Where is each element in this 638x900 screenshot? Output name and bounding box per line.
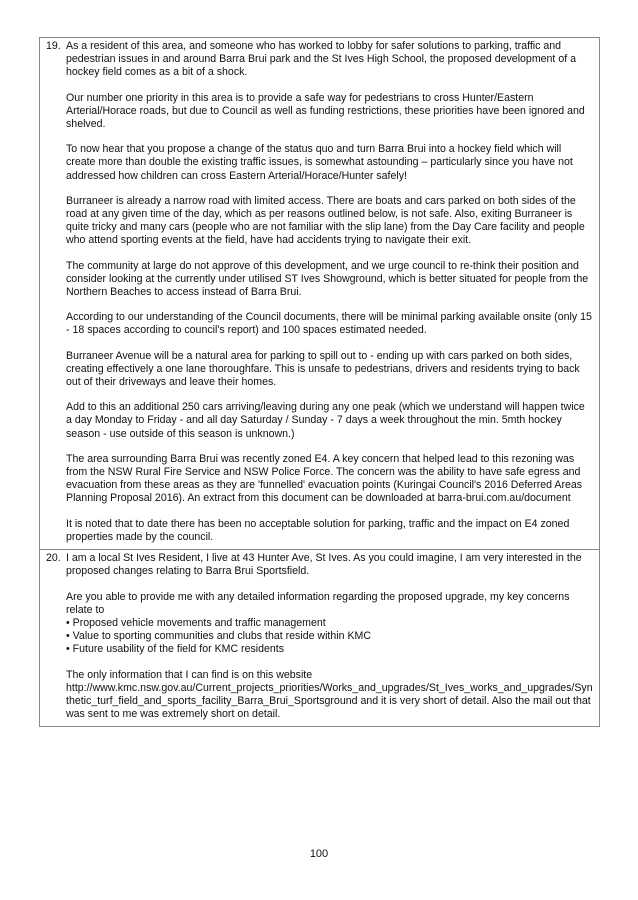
- paragraph: As a resident of this area, and someone who has worked to lobby for safer solutions to parking, traffic and pedestrian issues in and around Barra Brui park and the St Ives High School, the proposed development of a hockey field comes as a bit of a shock.: [66, 40, 576, 79]
- paragraph: I am a local St Ives Resident, I live at 43 Hunter Ave, St Ives. As you could imagine, I am very interested in the proposed changes relating to Barra Brui Sportsfield.: [66, 552, 582, 578]
- concerns-question: Are you able to provide me with any detailed information regarding the proposed upgrade, my key concerns relate to: [66, 590, 570, 616]
- submission-number: 19.: [46, 40, 61, 52]
- list-item: • Value to sporting communities and clubs that reside within KMC: [66, 630, 593, 643]
- paragraph: It is noted that to date there has been no acceptable solution for parking, traffic and the impact on E4 zoned properties made by the council.: [66, 517, 570, 543]
- submission-body: [66, 40, 593, 544]
- submissions-table: [39, 37, 600, 727]
- submission-number: 20.: [46, 552, 61, 565]
- paragraph: Burraneer is already a narrow road with limited access. There are boats and cars parked on both sides of the road at any given time of the day, which as per reasons outlined below, is not safe. Also, exiting Burraneer is quite tricky and many cars (people who are not familiar with the slip lane) from the Day Care facility and people who attend sporting events at the field, have had accidents trying to navigate their exit.: [66, 194, 585, 247]
- concerns-list: [66, 617, 593, 657]
- concerns-block: [66, 591, 593, 657]
- list-item: • Proposed vehicle movements and traffic management: [66, 617, 593, 630]
- submission-20: [39, 550, 600, 727]
- paragraph: Our number one priority in this area is to provide a safe way for pedestrians to cross Hunter/Eastern Arterial/Horace roads, but due to Council as well as funding restrictions, these priorities have been ignored and shelved.: [66, 91, 585, 131]
- submission-body: [66, 552, 593, 721]
- list-item: • Future usability of the field for KMC residents: [66, 643, 593, 656]
- page-number: 100: [309, 848, 329, 860]
- website-link[interactable]: http://www.kmc.nsw.gov.au/Current_projects_priorities/Works_and_upgrades/St_Ives_works_and_upgrades/Synthetic_turf_field_and_sports_facility_Barra_Brui_Sportsground: [66, 681, 593, 707]
- paragraph: According to our understanding of the Council documents, there will be minimal parking available onsite (only 15 - 18 spaces according to council's report) and 100 spaces estimated needed.: [66, 311, 592, 337]
- closing-paragraph: [66, 669, 593, 722]
- submission-19: [39, 37, 600, 550]
- paragraph: To now hear that you propose a change of the status quo and turn Barra Brui into a hockey field which will create more than double the existing traffic issues, is somewhat astounding – particularly since you have not addressed how children can cross Eastern Arterial/Horace/Hunter safely!: [66, 143, 573, 182]
- paragraph: The area surrounding Barra Brui was recently zoned E4. A key concern that helped lead to this rezoning was from the NSW Rural Fire Service and NSW Police Force. The concern was the ability to have safe egress and evacuation from these areas as they are 'funnelled' evacuation points (Kuringai Council's 2016 Deferred Areas Planning Proposal 2016). An extract from this document can be downloaded at barra-brui.com.au/document: [66, 452, 583, 505]
- paragraph: Burraneer Avenue will be a natural area for parking to spill out to - ending up with cars parked on both sides, creating effectively a one lane thoroughfare. This is unsafe to pedestrians, drivers and residents trying to back out of their driveways and leave their homes.: [66, 349, 580, 389]
- paragraph: The community at large do not approve of this development, and we urge council to re-think their position and consider looking at the currently under utilised ST Ives Showground, which is better situated for people from the Northern Beaches to access instead of Barra Brui.: [66, 259, 589, 299]
- closing-rest: and it is very short of detail. Also the mail out that was sent to me was extremely short on detail.: [66, 694, 591, 721]
- closing-intro: The only information that I can find is on this website: [66, 668, 313, 681]
- paragraph: Add to this an additional 250 cars arriving/leaving during any one peak (which we understand will happen twice a day Monday to Friday - and all day Saturday / Sunday - 7 days a week throughout the min. 5mth hockey season - use outside of this season is unknown.): [66, 401, 585, 440]
